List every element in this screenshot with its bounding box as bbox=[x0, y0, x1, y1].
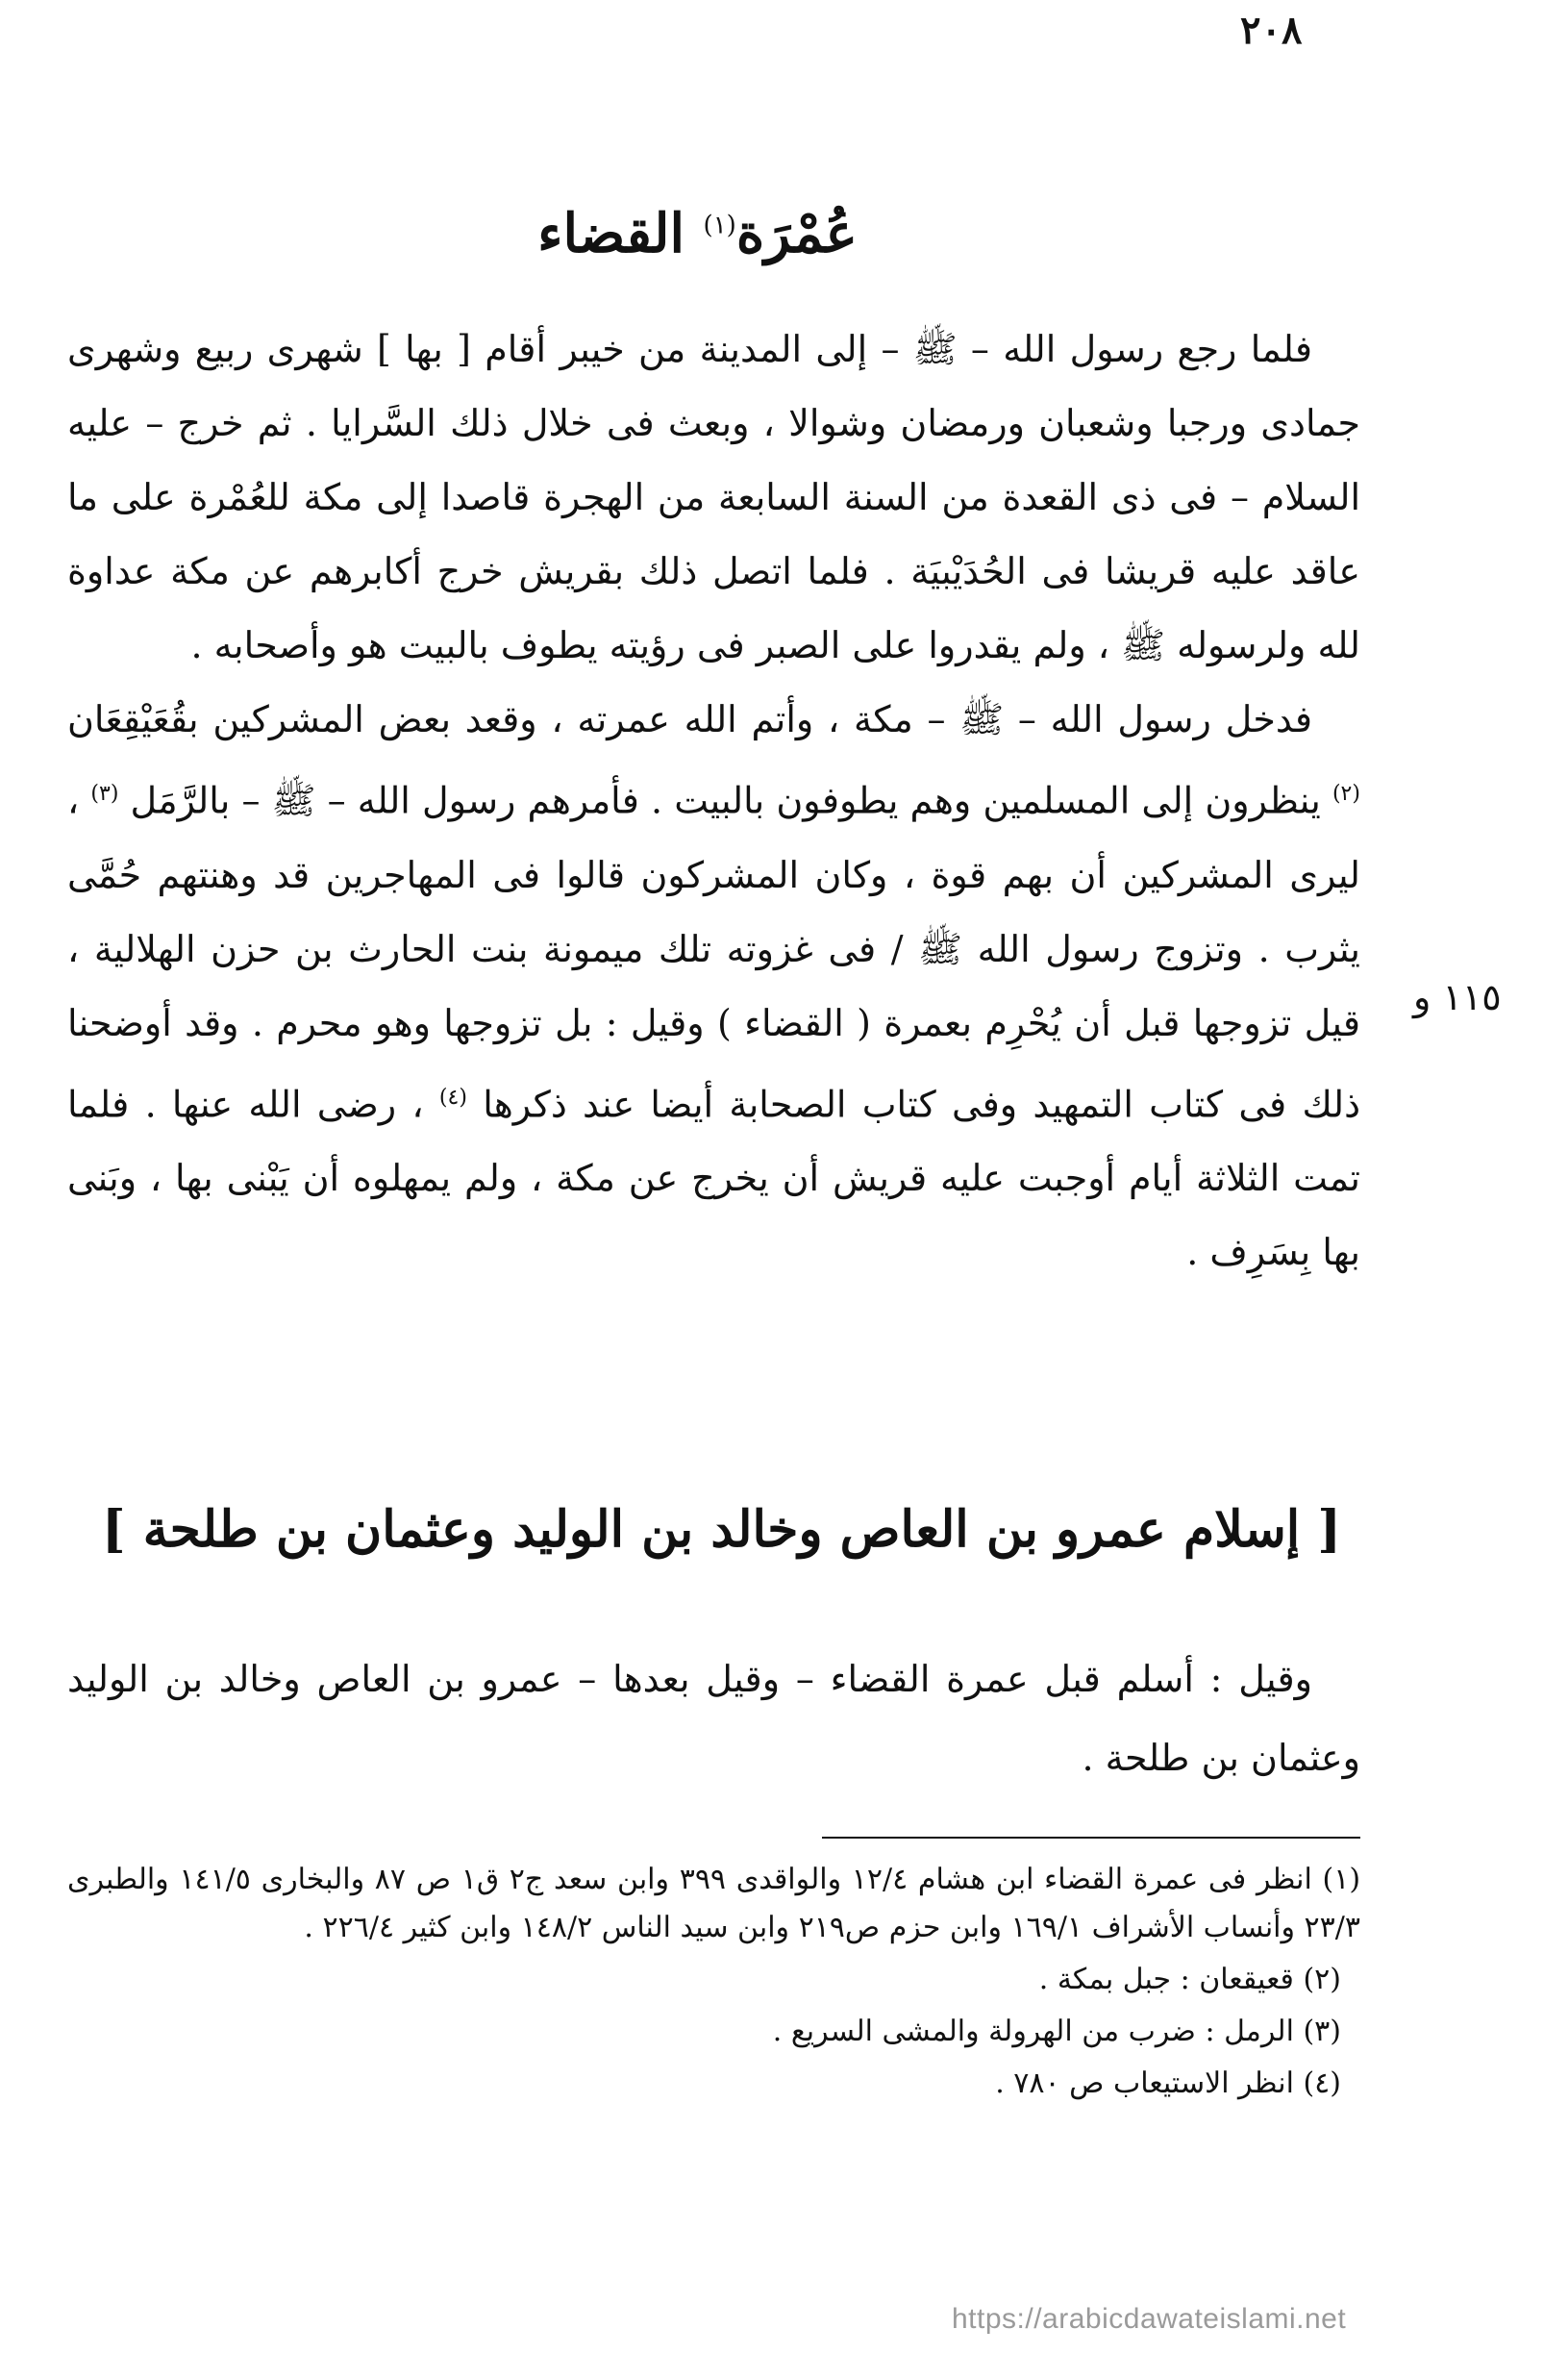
footnote-divider bbox=[822, 1837, 1360, 1839]
margin-folio-note: ١١٥ و bbox=[1413, 976, 1502, 1018]
footnote-1: (١) انظر فى عمرة القضاء ابن هشام ١٢/٤ والواقدى ٣٩٩ وابن سعد ج٢ ق١ ص ٨٧ والبخارى ١٤١/٥ والطبرى ٢٣/٣ وأنساب الأشراف ١٦٩/١ وابن حزم ص٢١٩ وابن سيد الناس ١٤٨/٢ وابن كثير ٢٢٦/٤ . bbox=[67, 1863, 1361, 1944]
body-text bbox=[67, 313, 1360, 1290]
footnotes bbox=[67, 1856, 1360, 2112]
footnote-ref-4: (٤) bbox=[438, 1085, 467, 1110]
paragraph-2-part-4: ، رضى الله عنها . فلما تمت الثلاثة أيام أوجبت عليه قريش أن يخرج عن مكة ، ولم يمهلوه أن يَبْنى بها ، وبَنى بها بِسَرِف . bbox=[67, 1083, 1360, 1274]
watermark-url: https://arabicdawateislami.net bbox=[952, 2303, 1347, 2335]
section-paragraph: وقيل : أسلم قبل عمرة القضاء – وقيل بعدها – عمرو بن العاص وخالد بن الوليد وعثمان بن طلحة . bbox=[67, 1658, 1360, 1779]
section-heading: [ إسلام عمرو بن العاص وخالد بن الوليد وعثمان بن طلحة ] bbox=[102, 1500, 1341, 1559]
page-number: ٢٠٨ bbox=[1240, 8, 1303, 53]
footnote-ref-3: (٣) bbox=[90, 782, 119, 806]
title-rest: القضاء bbox=[537, 202, 685, 265]
title-main: عُمْرَة bbox=[735, 202, 858, 265]
footnote-ref-2: (٢) bbox=[1332, 782, 1360, 806]
paragraph-2-part-3: ، ليرى المشركين أن بهم قوة ، وكان المشركون قالوا فى المهاجرين قد وهنتهم حُمَّى يثرب . وتزوج رسول الله ﷺ / فى غزوته تلك ميمونة بنت الحارث بن حزن الهلالية ، قيل تزوجها قبل أن يُحْرِم بعمرة ( القضاء ) وقيل : بل تزوجها وهو محرم . وقد أوضحنا ذلك فى كتاب التمهيد وفى كتاب الصحابة أيضا عند ذكرها bbox=[67, 779, 1360, 1126]
paragraph-2-part-1: فدخل رسول الله – ﷺ – مكة ، وأتم الله عمرته ، وقعد بعض المشركين بقُعَيْقِعَان bbox=[67, 698, 1312, 740]
chapter-title bbox=[0, 202, 1568, 265]
title-footnote-ref: (١) bbox=[703, 211, 736, 240]
footnote-3: (٣) الرمل : ضرب من الهرولة والمشى السريع . bbox=[772, 2015, 1341, 2048]
footnote-4: (٤) انظر الاستيعاب ص ٧٨٠ . bbox=[995, 2066, 1341, 2100]
paragraph-2-part-2: ينظرون إلى المسلمين وهم يطوفون بالبيت . فأمرهم رسول الله – ﷺ – بالرَّمَل bbox=[130, 779, 1321, 822]
paragraph-2 bbox=[67, 683, 1360, 1290]
section-text bbox=[67, 1640, 1360, 1797]
footnote-2: (٢) قعيقعان : جبل بمكة . bbox=[1038, 1963, 1341, 1996]
paragraph-1: فلما رجع رسول الله – ﷺ – إلى المدينة من خيبر أقام [ بها ] شهرى ربيع وشهرى جمادى ورجبا وشعبان ورمضان وشوالا ، وبعث فى خلال ذلك السَّرايا . ثم خرج – عليه السلام – فى ذى القعدة من السنة السابعة من الهجرة قاصدا إلى مكة للعُمْرة على ما عاقد عليه قريشا فى الحُدَيْبيَة . فلما اتصل ذلك بقريش خرج أكابرهم عن مكة عداوة لله ولرسوله ﷺ ، ولم يقدروا على الصبر فى رؤيته يطوف بالبيت هو وأصحابه . bbox=[67, 328, 1360, 666]
